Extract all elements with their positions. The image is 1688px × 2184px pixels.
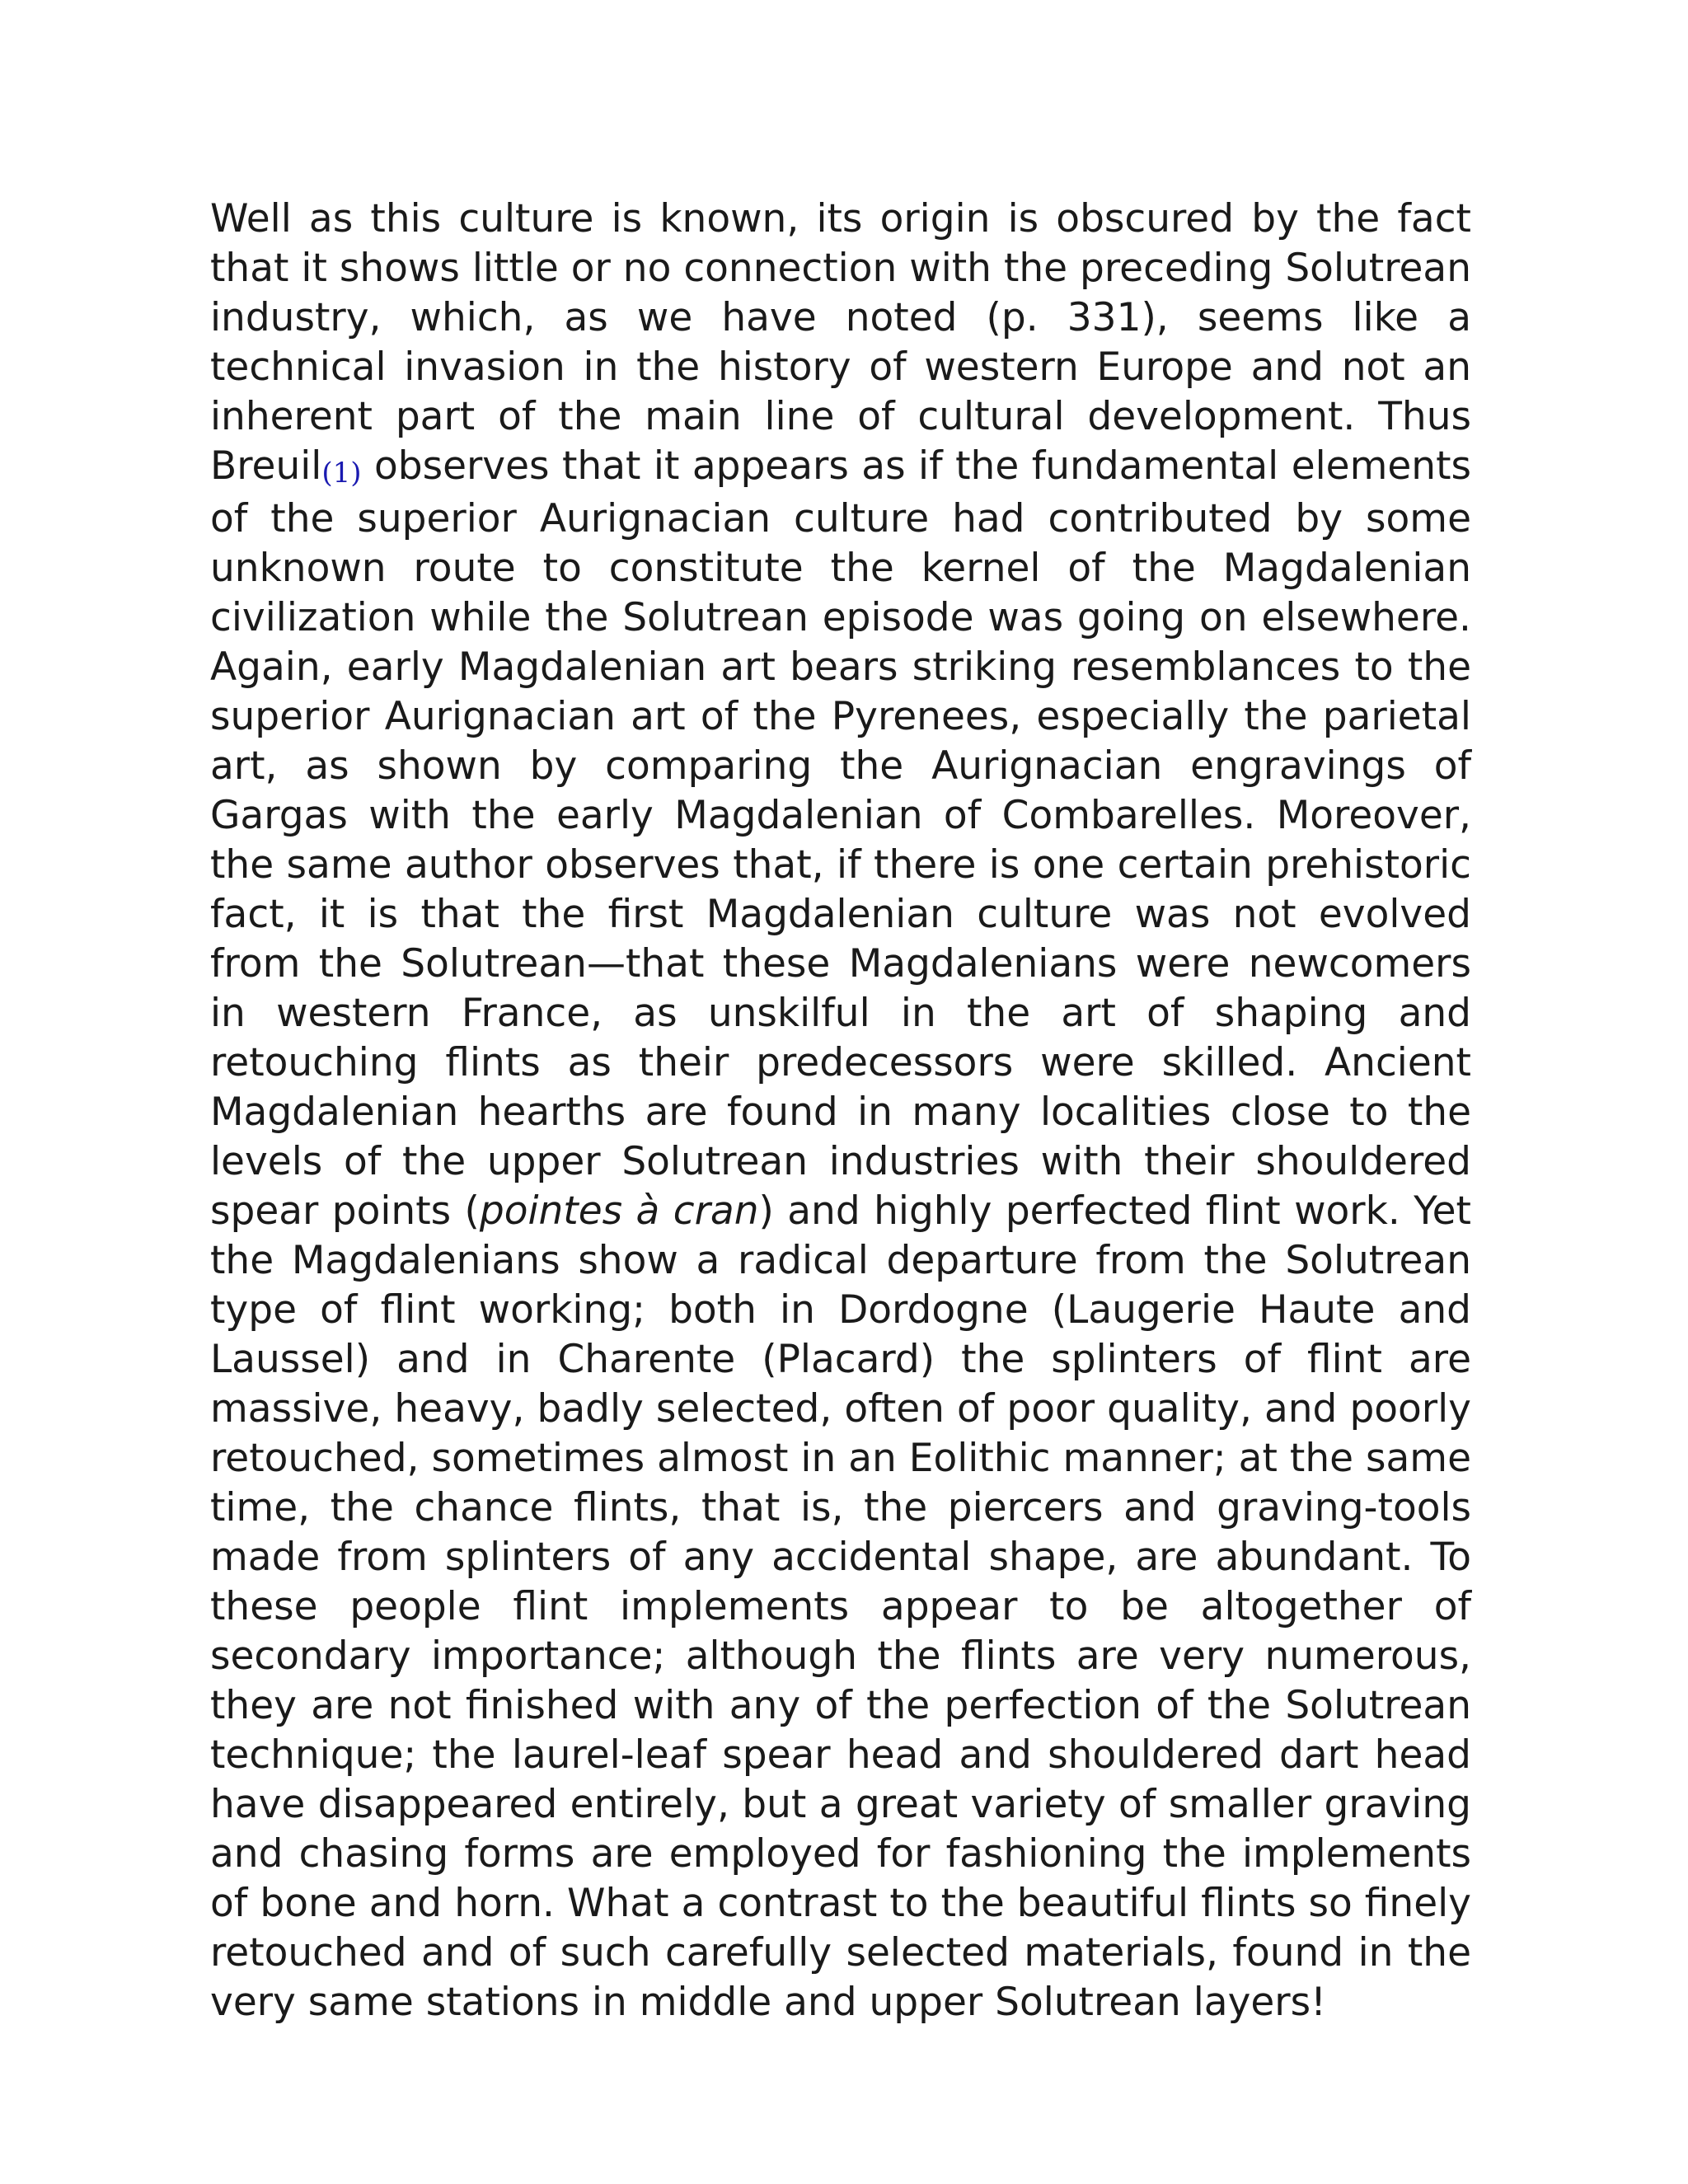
italic-term: pointes à cran <box>479 1188 759 1234</box>
paragraph-text-part3: ) and highly perfected flint work. Yet the Magdalenians show a radical departure from the Solutrean type of flint working; both in Dordogne (Laugerie Haute and Laussel) and in Charente (Placard) the splinters of flint are massive, heavy, badly selected, often of poor quality, and poorly retouched, sometimes almost in an Eolithic manner; at the same time, the chance flints, that is, the piercers and graving-tools made from splinters of any accidental shape, are abundant. To these people flint implements appear to be altogether of secondary importance; although the flints are very numerous, they are not finished with any of the perfection of the Solutrean technique; the laurel-leaf spear head and shouldered dart head have disappeared entirely, but a great variety of smaller graving and chasing forms are employed for fashioning the implements of bone and horn. What a contrast to the beautiful flints so finely retouched and of such carefully selected materials, found in the very same stations in middle and upper Solutrean layers! <box>210 1188 1471 2025</box>
document-page <box>210 194 1471 2027</box>
paragraph-text-part1: Well as this culture is known, its origin is obscured by the fact that it shows little or no connection with the preceding Solutrean industry, which, as we have noted (p. 331), seems like a technical invasion in the history of western Europe and not an inherent part of the main line of cultural development. Thus Breuil <box>210 196 1471 489</box>
paragraph-text-part2: observes that it appears as if the fundamental elements of the superior Aurignacian culture had contributed by some unknown route to constitute the kernel of the Magdalenian civilization while the Solutrean episode was going on elsewhere. Again, early Magdalenian art bears striking resemblances to the superior Aurignacian art of the Pyrenees, especially the parietal art, as shown by comparing the Aurignacian engravings of Gargas with the early Magdalenian of Combarelles. Moreover, the same author observes that, if there is one certain prehistoric fact, it is that the first Magdalenian culture was not evolved from the Solutrean—that these Magdalenians were newcomers in western France, as unskilful in the art of shaping and retouching flints as their predecessors were skilled. Ancient Magdalenian hearths are found in many localities close to the levels of the upper Solutrean industries with their shouldered spear points ( <box>210 443 1471 1234</box>
footnote-link[interactable]: (1) <box>321 457 362 490</box>
body-paragraph <box>210 194 1471 2027</box>
